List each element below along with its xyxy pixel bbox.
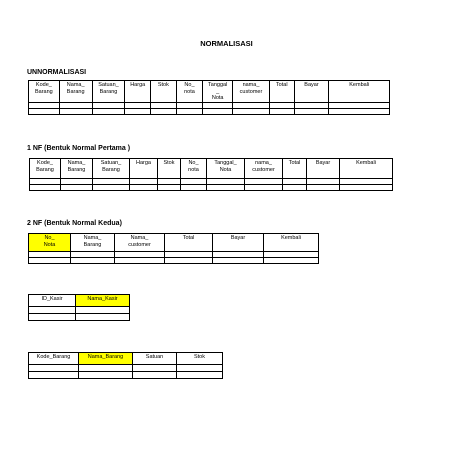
column-header-text: Nota bbox=[43, 241, 56, 248]
table-cell bbox=[79, 372, 133, 379]
column-header bbox=[29, 295, 76, 307]
column-header-text: customer bbox=[128, 241, 151, 248]
table-cell bbox=[71, 258, 115, 264]
table-cell bbox=[207, 185, 245, 191]
column-header-text: Nama_ bbox=[130, 235, 149, 241]
column-header-text: Satuan bbox=[145, 354, 164, 360]
table-cell bbox=[30, 185, 61, 191]
column-header bbox=[203, 81, 233, 103]
heading-unnormalized: UNNORMALISASI bbox=[27, 69, 87, 76]
column-header bbox=[30, 159, 61, 179]
column-header-text: Total bbox=[288, 160, 301, 166]
table-cell bbox=[213, 258, 264, 264]
table-unnormalized bbox=[28, 80, 390, 115]
table-row bbox=[29, 258, 319, 264]
table-row bbox=[29, 307, 130, 314]
column-header-text: Bayar bbox=[230, 235, 246, 241]
table-row bbox=[29, 314, 130, 321]
column-header-text: Harga bbox=[136, 160, 151, 166]
header-row bbox=[30, 159, 393, 179]
column-header-text: Bayar bbox=[315, 160, 331, 166]
column-header bbox=[125, 81, 151, 103]
column-header-text: Barang bbox=[35, 88, 53, 95]
table-cell bbox=[151, 109, 177, 115]
column-header bbox=[329, 81, 390, 103]
table-cell bbox=[29, 109, 60, 115]
table-cell bbox=[59, 109, 92, 115]
table-cell bbox=[93, 185, 130, 191]
column-header bbox=[59, 81, 92, 103]
table-cell bbox=[133, 372, 177, 379]
column-header bbox=[71, 234, 115, 252]
table-cell bbox=[29, 372, 79, 379]
column-header bbox=[92, 81, 125, 103]
table-cell bbox=[283, 185, 307, 191]
column-header bbox=[207, 159, 245, 179]
column-header bbox=[176, 81, 203, 103]
column-header-text: Nota bbox=[211, 95, 224, 101]
column-header-text: Kode_ bbox=[35, 82, 52, 88]
column-header-text: Total bbox=[182, 235, 195, 241]
column-header bbox=[245, 159, 283, 179]
column-header-text: customer bbox=[239, 88, 263, 95]
column-header-text: Satuan_ bbox=[98, 82, 119, 88]
column-header bbox=[294, 81, 329, 103]
table-cell bbox=[29, 258, 71, 264]
table-second-nf-barang bbox=[28, 352, 223, 379]
header-row bbox=[29, 234, 319, 252]
table-row bbox=[30, 185, 393, 191]
column-header bbox=[29, 353, 79, 365]
table-row bbox=[29, 372, 223, 379]
table-cell bbox=[181, 185, 207, 191]
column-header bbox=[340, 159, 393, 179]
column-header-text: Kembali bbox=[281, 235, 301, 241]
table-cell bbox=[76, 307, 130, 314]
column-header bbox=[177, 353, 223, 365]
column-header-text: Harga bbox=[130, 82, 146, 88]
table-cell bbox=[264, 258, 319, 264]
column-header-text: No_ bbox=[184, 82, 195, 88]
table-cell bbox=[29, 314, 76, 321]
column-header bbox=[61, 159, 93, 179]
table-cell bbox=[269, 109, 294, 115]
column-header-text: Nama_Kasir bbox=[87, 296, 118, 302]
column-header bbox=[213, 234, 264, 252]
column-header bbox=[307, 159, 340, 179]
column-header bbox=[29, 234, 71, 252]
column-header-text: No_ bbox=[188, 160, 199, 166]
column-header-text: Barang bbox=[102, 166, 120, 173]
table-cell bbox=[29, 307, 76, 314]
document-title: NORMALISASI bbox=[200, 39, 253, 48]
column-header-text: Barang bbox=[36, 166, 54, 173]
column-header-text: nota bbox=[184, 88, 195, 95]
column-header-text: Stok bbox=[193, 354, 205, 360]
column-header bbox=[264, 234, 319, 252]
table-cell bbox=[76, 314, 130, 321]
column-header bbox=[151, 81, 177, 103]
table-cell bbox=[125, 109, 151, 115]
column-header-text: nama_ bbox=[242, 82, 260, 88]
table-cell bbox=[79, 365, 133, 372]
table-second-nf-kasir bbox=[28, 294, 130, 321]
column-header-text: Barang bbox=[83, 241, 102, 248]
column-header bbox=[130, 159, 158, 179]
table-cell bbox=[307, 185, 340, 191]
table-row bbox=[29, 109, 390, 115]
column-header-text: Barang bbox=[66, 88, 85, 95]
table-cell bbox=[203, 109, 233, 115]
table-cell bbox=[294, 109, 329, 115]
column-header-text: Tanggal_ bbox=[214, 160, 237, 166]
column-header-text: nota bbox=[188, 166, 199, 173]
table-cell bbox=[165, 258, 213, 264]
column-header bbox=[93, 159, 130, 179]
column-header-text: Kode_Barang bbox=[36, 354, 71, 360]
column-header bbox=[76, 295, 130, 307]
column-header-text: Satuan_ bbox=[100, 160, 122, 166]
column-header bbox=[29, 81, 60, 103]
column-header bbox=[79, 353, 133, 365]
column-header-text: Barang bbox=[99, 88, 118, 95]
column-header-text: Nama_Barang bbox=[87, 354, 124, 360]
column-header-text: Nama_ bbox=[67, 160, 86, 166]
column-header-text: customer bbox=[252, 166, 275, 173]
column-header-text: No_ bbox=[44, 235, 55, 241]
column-header bbox=[115, 234, 165, 252]
column-header-text: Stok bbox=[163, 160, 175, 166]
column-header-text: Barang bbox=[67, 166, 86, 173]
column-header-text: Stok bbox=[157, 82, 169, 88]
column-header bbox=[181, 159, 207, 179]
column-header-text: ID_Kasir bbox=[41, 296, 63, 302]
column-header-text: Nota bbox=[219, 166, 232, 173]
table-cell bbox=[29, 365, 79, 372]
column-header-text: Kembali bbox=[349, 82, 370, 88]
table-cell bbox=[130, 185, 158, 191]
column-header bbox=[158, 159, 181, 179]
table-row bbox=[29, 365, 223, 372]
table-cell bbox=[133, 365, 177, 372]
column-header-text: _ bbox=[216, 88, 220, 95]
column-header bbox=[133, 353, 177, 365]
column-header-text: Tanggal bbox=[208, 82, 228, 88]
header-row bbox=[29, 353, 223, 365]
column-header-text: Nama_ bbox=[83, 235, 102, 241]
table-cell bbox=[340, 185, 393, 191]
column-header-text: Kode_ bbox=[37, 160, 53, 166]
column-header-text: Total bbox=[275, 82, 288, 88]
table-cell bbox=[329, 109, 390, 115]
table-cell bbox=[158, 185, 181, 191]
table-cell bbox=[61, 185, 93, 191]
column-header bbox=[283, 159, 307, 179]
column-header-text: Nama_ bbox=[66, 82, 85, 88]
table-cell bbox=[233, 109, 270, 115]
table-cell bbox=[245, 185, 283, 191]
table-cell bbox=[176, 109, 203, 115]
table-second-nf-nota bbox=[28, 233, 319, 264]
table-first-nf bbox=[29, 158, 393, 191]
header-row bbox=[29, 295, 130, 307]
column-header-text: Bayar bbox=[304, 82, 319, 88]
column-header bbox=[165, 234, 213, 252]
column-header bbox=[269, 81, 294, 103]
table-cell bbox=[177, 372, 223, 379]
column-header-text: nama_ bbox=[255, 160, 272, 166]
table-cell bbox=[115, 258, 165, 264]
column-header-text: Kembali bbox=[356, 160, 376, 166]
table-cell bbox=[177, 365, 223, 372]
header-row bbox=[29, 81, 390, 103]
table-cell bbox=[92, 109, 125, 115]
column-header bbox=[233, 81, 270, 103]
heading-first-nf: 1 NF (Bentuk Normal Pertama ) bbox=[27, 145, 131, 152]
heading-second-nf: 2 NF (Bentuk Normal Kedua) bbox=[27, 220, 122, 227]
